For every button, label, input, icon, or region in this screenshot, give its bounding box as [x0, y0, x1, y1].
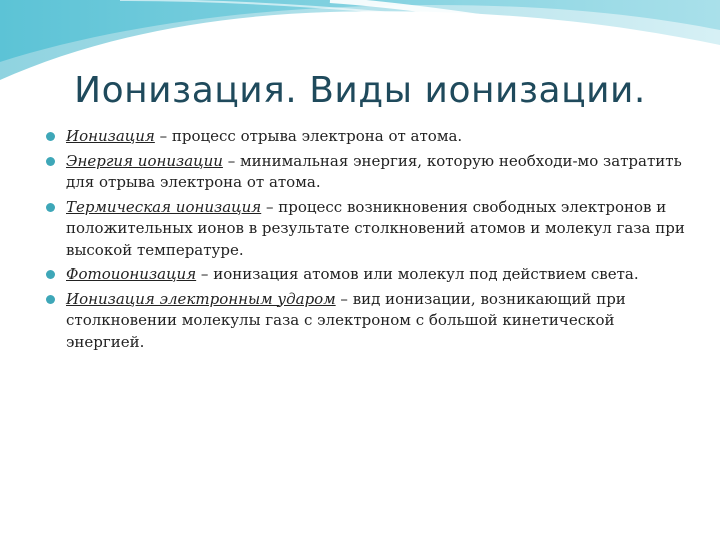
definition-text: – процесс возникновения свободных электронов и положительных ионов в результате столкновений атомов и молекул газа при высокой температуре.	[66, 197, 685, 259]
term-label: Термическая ионизация	[66, 197, 262, 216]
term-label: Ионизация электронным ударом	[66, 289, 336, 308]
list-item	[46, 264, 686, 286]
definition-text: – вид ионизации, возникающий при столкновении молекулы газа с электроном с большой кинетической энергией.	[66, 289, 626, 351]
bullet-icon	[46, 157, 55, 166]
list-item	[46, 151, 686, 194]
bullet-icon	[46, 295, 55, 304]
bullet-icon	[46, 270, 55, 279]
term-label: Ионизация	[66, 127, 155, 145]
list-item	[46, 289, 686, 354]
list-item	[46, 126, 686, 148]
bullet-icon	[46, 203, 55, 212]
definition-text: – ионизация атомов или молекул под действием света.	[196, 265, 639, 283]
definitions-list	[46, 126, 686, 356]
slide-title: Ионизация. Виды ионизации.	[74, 70, 646, 111]
bullet-icon	[46, 132, 55, 141]
term-label: Фотоионизация	[66, 265, 197, 283]
definition-text: – процесс отрыва электрона от атома.	[154, 127, 463, 145]
list-item	[46, 197, 686, 262]
term-label: Энергия ионизации	[66, 151, 223, 170]
definition-text: – минимальная энергия, которую необходи-мо затратить для отрыва электрона от атома.	[66, 151, 682, 191]
